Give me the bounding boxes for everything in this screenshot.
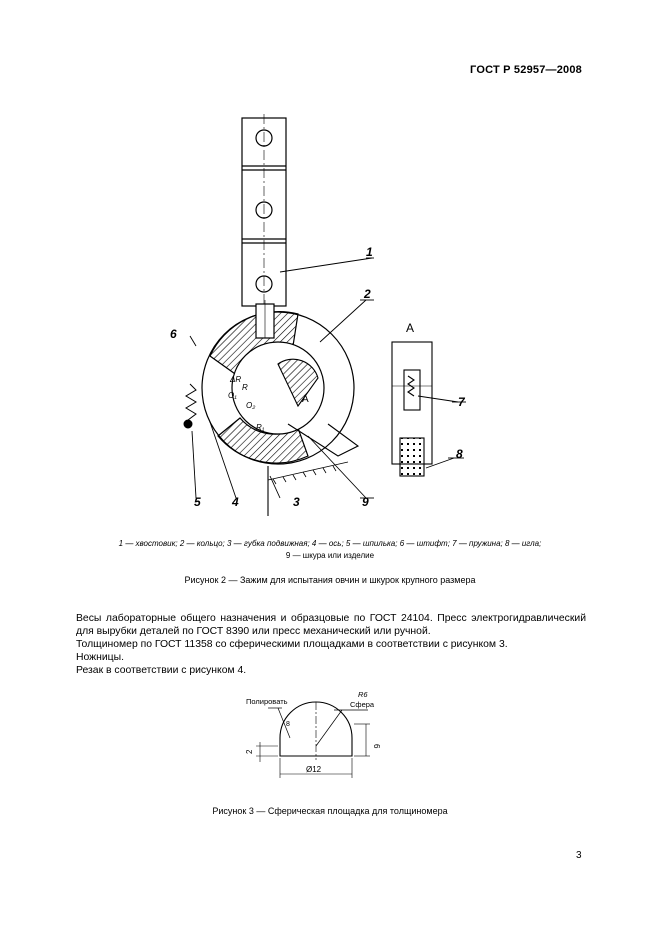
figure-2-clamp-drawing <box>148 106 478 526</box>
page-number: 3 <box>576 850 582 861</box>
sphere-label: Сфера <box>350 700 375 709</box>
height-label: 6 <box>372 744 381 749</box>
figure-2-caption: Рисунок 2 — Зажим для испытания овчин и шкурок крупного размера <box>184 575 476 585</box>
thickness-label: 2 <box>245 749 254 754</box>
r-label: R <box>242 383 248 392</box>
o1-label: O₁ <box>228 391 237 400</box>
r1-label: R₁ <box>256 423 265 432</box>
label-3: 3 <box>293 495 300 509</box>
radius-label: R6 <box>358 690 368 699</box>
paragraph-thickness-gauge: Толщиномер по ГОСТ 11358 со сферическими площадками в соответствии с рисунком 3. <box>76 639 508 650</box>
label-9: 9 <box>362 495 369 509</box>
o2-label: O₂ <box>246 401 256 410</box>
figure-3-caption: Рисунок 3 — Сферическая площадка для толщиномера <box>212 806 448 816</box>
shank <box>242 114 286 306</box>
paragraph-cutter: Резак в соответствии с рисунком 4. <box>76 665 247 676</box>
paragraph-scales: Весы лабораторные общего назначения и образцовые по ГОСТ 24104. Пресс электрогидравлический для вырубки деталей по ГОСТ 8390 или пресс механический или ручной. <box>76 613 586 637</box>
chamfer-label: 8 <box>286 721 290 728</box>
diameter-label: Ø12 <box>306 765 322 774</box>
arrow-a-label: А <box>302 394 309 405</box>
ring <box>202 300 354 464</box>
delta-r-label: ΔR <box>230 375 242 384</box>
view-a-detail <box>392 342 432 476</box>
spring <box>184 384 196 428</box>
standard-header: ГОСТ Р 52957—2008 <box>470 64 582 76</box>
figure-2-legend <box>60 538 600 562</box>
label-4: 4 <box>232 495 239 509</box>
label-2: 2 <box>364 287 371 301</box>
label-7: 7 <box>458 395 465 409</box>
paragraph-scissors: Ножницы. <box>76 652 124 663</box>
label-6: 6 <box>170 327 177 341</box>
figure-3-spherical-pad-drawing <box>238 684 418 794</box>
label-5: 5 <box>194 495 201 509</box>
view-a-title: А <box>406 321 415 335</box>
legend-line-1: 1 — хвостовик; 2 — кольцо; 3 — губка подвижная; 4 — ось; 5 — шпилька; 6 — штифт; 7 — пружина; 8 — игла; <box>118 539 542 548</box>
polish-label: Полировать <box>246 697 288 706</box>
label-1: 1 <box>366 245 373 259</box>
legend-line-2: 9 — шкура или изделие <box>285 551 375 560</box>
label-8: 8 <box>456 447 463 461</box>
